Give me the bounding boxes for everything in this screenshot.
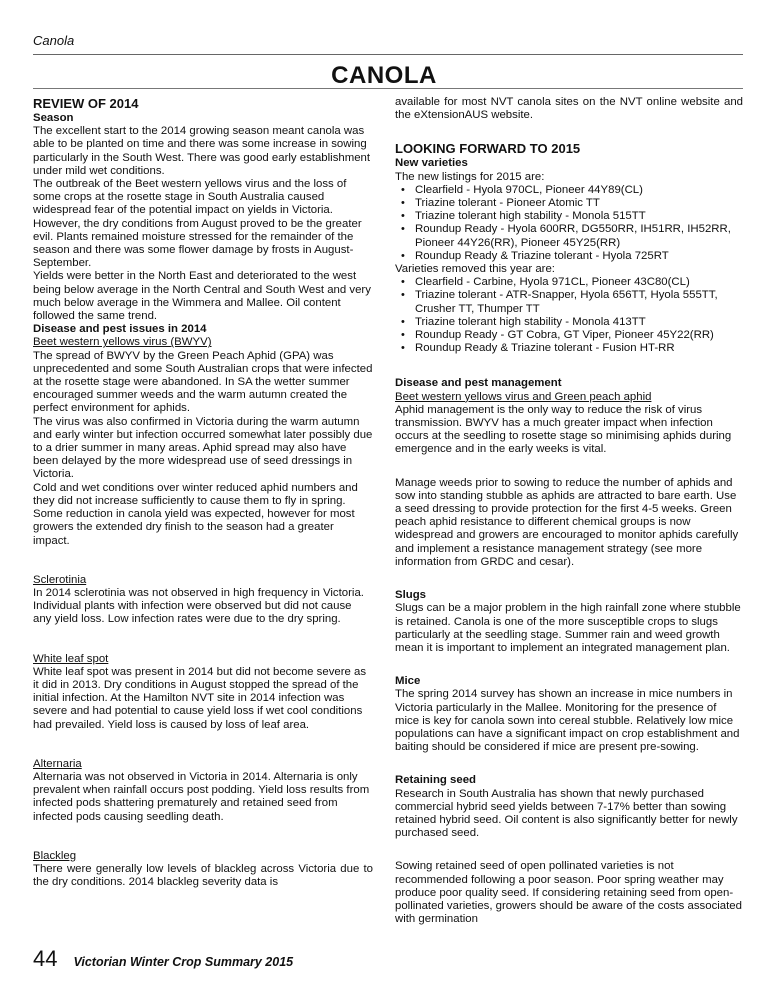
mice-paragraph: The spring 2014 survey has shown an increase in mice numbers in Victoria particularly in the Mallee. Monitoring for the presence of mice is key for canola sown into cereal stubble. Relatively low mice populations can have a significant impact on crop establishment and baiting should be considered if mice are present pre-sowing. <box>395 688 740 754</box>
mice-heading: Mice <box>395 675 421 688</box>
sclerotinia-paragraph: In 2014 sclerotinia was not observed in high frequency in Victoria. Individual plants with infection were observed but did not cause any yield loss. Low infection rates were due to the dry spring. <box>33 586 364 626</box>
header-rule <box>33 54 743 55</box>
list-item: • Roundup Ready - GT Cobra, GT Viper, Pioneer 45Y22(RR) <box>395 329 743 342</box>
white-leaf-spot-paragraph: White leaf spot was present in 2014 but did not become severe as it did in 2013. Dry conditions in August stopped the spread of the initial infection. At the Hamilton NVT site in 2014 infection was severe and had potential to cause yield loss if wet cool conditions had prevailed. Yield loss is caused by loss of leaf area. <box>33 665 367 731</box>
list-item: • Clearfield - Hyola 970CL, Pioneer 44Y89(CL) <box>395 184 743 197</box>
season-paragraph: Yields were better in the North East and deteriorated to the west being below average in the North Central and South West and very much below average in the Wimmera and Mallee. Oil content followed the same trend. <box>33 270 371 323</box>
new-varieties-heading: New varieties <box>395 157 468 170</box>
blackleg-heading: Blackleg <box>33 849 77 862</box>
running-header: Canola <box>33 33 75 48</box>
list-item: • Triazine tolerant - Pioneer Atomic TT <box>395 197 743 210</box>
list-item: • Triazine tolerant high stability - Monola 413TT <box>395 316 743 329</box>
alternaria-heading: Alternaria <box>33 757 82 770</box>
list-item: • Triazine tolerant high stability - Monola 515TT <box>395 210 743 223</box>
disease-heading: Disease and pest issues in 2014 <box>33 323 207 336</box>
retaining-seed-heading: Retaining seed <box>395 774 477 787</box>
management-subheading: Beet western yellows virus and Green peach aphid <box>395 390 652 403</box>
slugs-heading: Slugs <box>395 589 427 602</box>
title-rule <box>33 88 743 89</box>
season-heading: Season <box>33 112 74 124</box>
blackleg-paragraph: There were generally low levels of blackleg across Victoria due to the dry conditions. 2014 blackleg severity data is <box>33 862 373 889</box>
list-item: • Roundup Ready - Hyola 600RR, DG550RR, IH51RR, IH52RR, Pioneer 44Y26(RR), Pioneer 45Y25(RR) <box>395 223 743 249</box>
continuation-paragraph: available for most NVT canola sites on the NVT online website and the eXtensionAUS website. <box>395 96 743 122</box>
new-varieties-intro: The new listings for 2015 are: <box>395 170 545 183</box>
retaining-seed-paragraph: Sowing retained seed of open pollinated varieties is not recommended following a poor season. Poor spring weather may produce poor quality seed. If considering retaining seed from open-pollinated varieties, growers should be aware of the costs associated with germination <box>395 860 742 926</box>
page-footer <box>33 946 293 972</box>
list-item: • Roundup Ready & Triazine tolerant - Hyola 725RT <box>395 250 743 263</box>
bwyv-paragraph: Cold and wet conditions over winter reduced aphid numbers and they did not increase sufficiently to cause them to fly in spring. Some reduction in canola yield was expected, however for most growers the extended dry finish to the season had a greater impact. <box>33 481 358 547</box>
removed-varieties-intro: Varieties removed this year are: <box>395 263 555 276</box>
new-varieties-list <box>395 184 743 263</box>
list-item: • Roundup Ready & Triazine tolerant - Fusion HT-RR <box>395 342 743 355</box>
left-column <box>33 96 373 889</box>
page-title: CANOLA <box>331 62 437 89</box>
management-paragraph: Manage weeds prior to sowing to reduce the number of aphids and sow into standing stubble as aphids are attracted to bare earth. Use a seed dressing to provide protection for the first 4-5 weeks. Green peach aphid resistance to different chemical groups is now widespread and growers are encouraged to monitor aphids carefully and implement a resistance management strategy (see more information from GRDC and cesar). <box>395 476 739 568</box>
white-leaf-spot-heading: White leaf spot <box>33 652 109 665</box>
bwyv-heading: Beet western yellows virus (BWYV) <box>33 336 212 349</box>
season-paragraph: The excellent start to the 2014 growing season meant canola was able to be planted on time and there was some increase in sowing particularly in the South West. There was good early establishment under mild wet conditions. <box>33 125 371 177</box>
season-paragraph: The outbreak of the Beet western yellows virus and the loss of some crops at the rosette stage in South Australia caused widespread fear of the potential impact on yields in Victoria. <box>33 178 347 217</box>
removed-varieties-list <box>395 276 743 355</box>
season-paragraph: However, the dry conditions from August proved to be the greater evil. Plants remained moisture stressed for the remainder of the season and there was some flower damage by frosts in August-September. <box>33 217 362 270</box>
bwyv-paragraph: The spread of BWYV by the Green Peach Aphid (GPA) was unprecedented and some South Australian crops that were infected at the rosette stage were abandoned. In SA the wetter summer encouraged summer weeds and the warm autumn created the perfect environment for aphids. <box>33 349 373 415</box>
slugs-paragraph: Slugs can be a major problem in the high rainfall zone where stubble is retained. Canola is one of the more susceptible crops to slugs particularly at the seedling stage. Summer rain and weed growth mean it is important to implement an integrated management plan. <box>395 602 741 654</box>
page-number: 44 <box>33 946 58 971</box>
forward-heading: LOOKING FORWARD TO 2015 <box>395 141 581 157</box>
bwyv-paragraph: The virus was also confirmed in Victoria during the warm autumn and early winter but infection occurred somewhat later possibly due to a drier summer in many areas. Aphid spread may also have been delayed by the more widespread use of seed dressings in Victoria. <box>33 415 373 481</box>
management-paragraph: Aphid management is the only way to reduce the risk of virus transmission. BWYV has a much greater impact when infection occurs at the seedling to rosette stage so minimising aphids during emergence and in the early weeks is vital. <box>395 403 732 456</box>
right-column <box>395 96 743 926</box>
review-heading: REVIEW OF 2014 <box>33 96 139 111</box>
alternaria-paragraph: Alternaria was not observed in Victoria in 2014. Alternaria is only prevalent when rainfall occurs post podding. Yield loss results from infected pods shattering prematurely and retained seed from infected pods causing seedling death. <box>33 770 370 823</box>
list-item: • Clearfield - Carbine, Hyola 971CL, Pioneer 43C80(CL) <box>395 276 743 289</box>
publication-title: Victorian Winter Crop Summary 2015 <box>73 955 294 969</box>
management-heading: Disease and pest management <box>395 377 562 390</box>
list-item: • Triazine tolerant - ATR-Snapper, Hyola 656TT, Hyola 555TT, Crusher TT, Thumper TT <box>395 289 743 315</box>
retaining-seed-paragraph: Research in South Australia has shown that newly purchased commercial hybrid seed yields between 7-17% better than sowing retained hybrid seed. Oil content is also significantly better for newly purchased seed. <box>395 787 738 840</box>
sclerotinia-heading: Sclerotinia <box>33 573 87 586</box>
